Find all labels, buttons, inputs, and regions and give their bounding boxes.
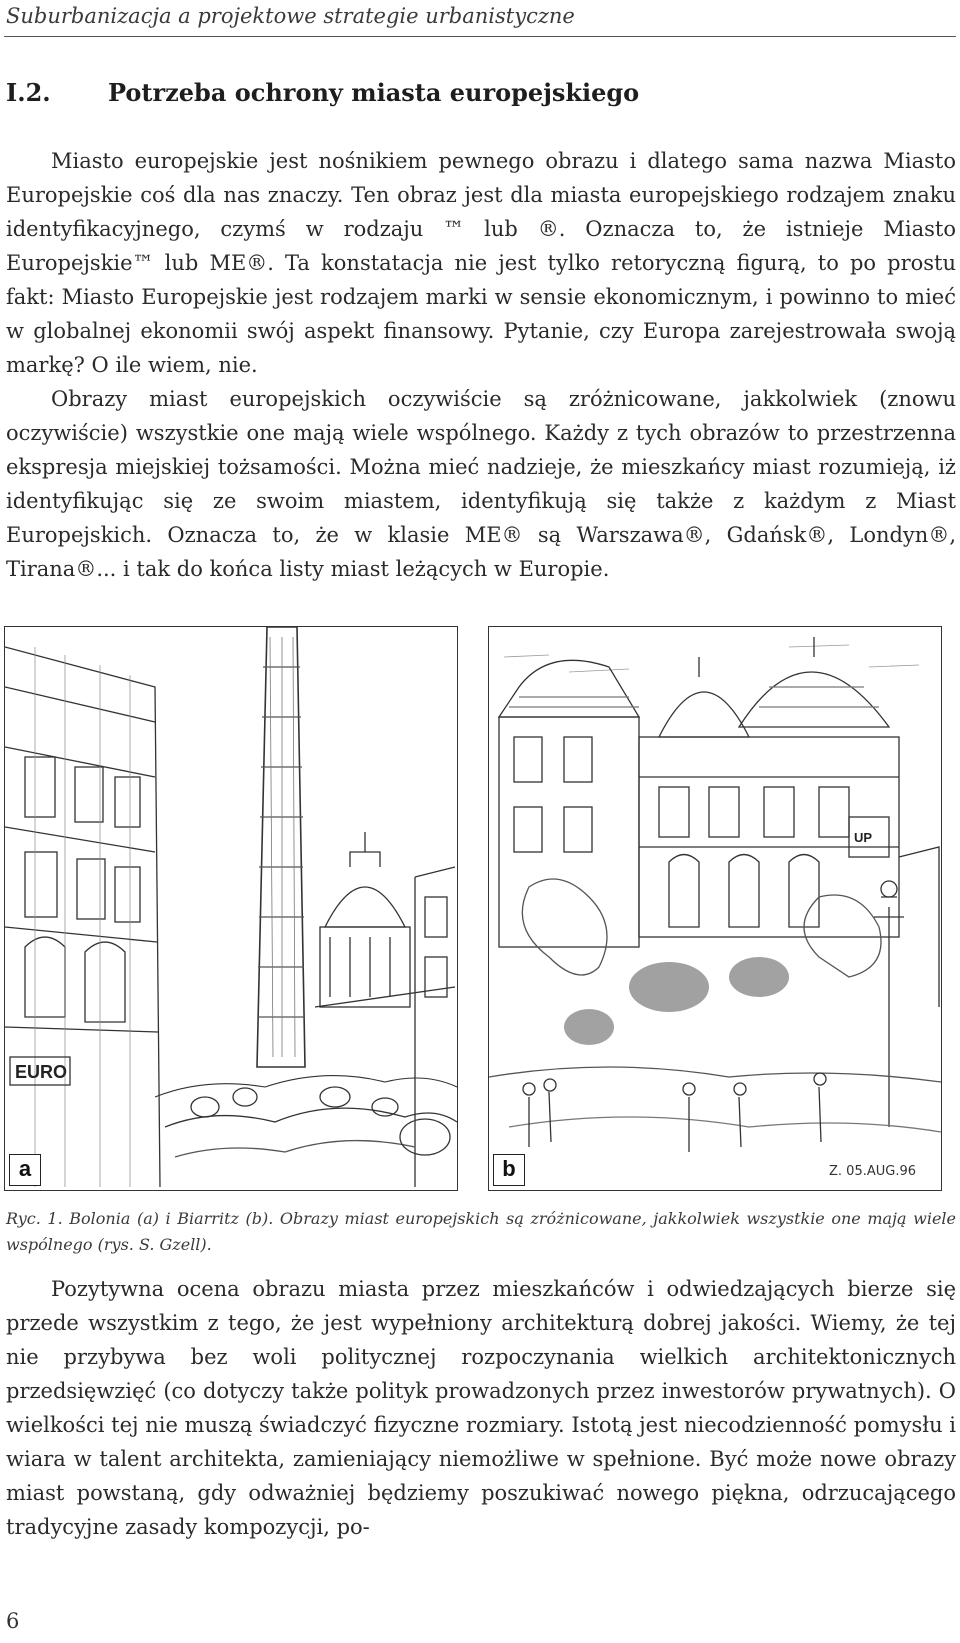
- figure-panel-a: [4, 626, 458, 1191]
- header-rule: [4, 36, 956, 37]
- section-heading: [6, 78, 639, 107]
- panel-a-sign: EURO: [15, 1062, 68, 1082]
- paragraph-2: Obrazy miast europejskich oczywiście są zróżnicowane, jakkolwiek (znowu oczywiście) wszystkie one mają wiele wspólnego. Każdy z tych obrazów to przestrzenna ekspresja miejskiej tożsamości. Można mieć nadzieje, że mieszkańcy miast rozumieją, iż identyfikując się ze swoim miastem, identyfikują się także z każdym z Miast Europejskich. Oznacza to, że w klasie ME® są Warszawa®, Gdańsk®, Londyn®, Tirana®... i tak do końca listy miast leżących w Europie.: [6, 387, 956, 581]
- figure-panel-b: [488, 626, 942, 1191]
- biarritz-sketch: [489, 627, 941, 1190]
- page-number: 6: [6, 1609, 20, 1633]
- panel-b-label: b: [493, 1154, 525, 1186]
- body-text-top: [6, 144, 956, 586]
- figure-caption: Ryc. 1. Bolonia (a) i Biarritz (b). Obrazy miast europejskich są zróżnicowane, jakkolwiek wszystkie one mają wiele wspólnego (rys. S. Gzell).: [6, 1209, 956, 1254]
- panel-b-signature: Z. 05.AUG.96: [829, 1164, 917, 1179]
- panel-b-sign: UP: [854, 830, 873, 845]
- bologna-sketch: [5, 627, 457, 1190]
- section-title: Potrzeba ochrony miasta europejskiego: [108, 78, 640, 107]
- section-number: I.2.: [6, 78, 51, 107]
- running-header: Suburbanizacja a projektowe strategie urbanistyczne: [6, 4, 575, 28]
- panel-a-label: a: [9, 1154, 41, 1186]
- paragraph-3: Pozytywna ocena obrazu miasta przez mieszkańców i odwiedzających bierze się przede wszystkim z tego, że jest wypełniony architekturą dobrej jakości. Wiemy, że tej nie przybywa bez woli politycznej rozpoczynania wielkich architektonicznych przedsięwzięć (co dotyczy także polityk prowadzonych przez inwestorów prywatnych). O wielkości tej nie muszą świadczyć fizyczne rozmiary. Istotą jest niecodzienność pomysłu i wiara w talent architekta, zamieniający niemożliwe w spełnione. Być może nowe obrazy miast powstaną, gdy odważniej będziemy poszukiwać nowego piękna, odrzucającego tradycyjne zasady kompozycji, po-: [6, 1277, 956, 1539]
- paragraph-1: Miasto europejskie jest nośnikiem pewnego obrazu i dlatego sama nazwa Miasto Europejskie coś dla nas znaczy. Ten obraz jest dla miasta europejskiego rodzajem znaku identyfikacyjnego, czymś w rodzaju ™ lub ®. Oznacza to, że istnieje Miasto Europejskie™ lub ME®. Ta konstatacja nie jest tylko retoryczną figurą, to po prostu fakt: Miasto Europejskie jest rodzajem marki w sensie ekonomicznym, i powinno to mieć w globalnej ekonomii swój aspekt finansowy. Pytanie, czy Europa zarejestrowała swoją markę? O ile wiem, nie.: [6, 149, 956, 377]
- body-text-bottom: [6, 1272, 956, 1544]
